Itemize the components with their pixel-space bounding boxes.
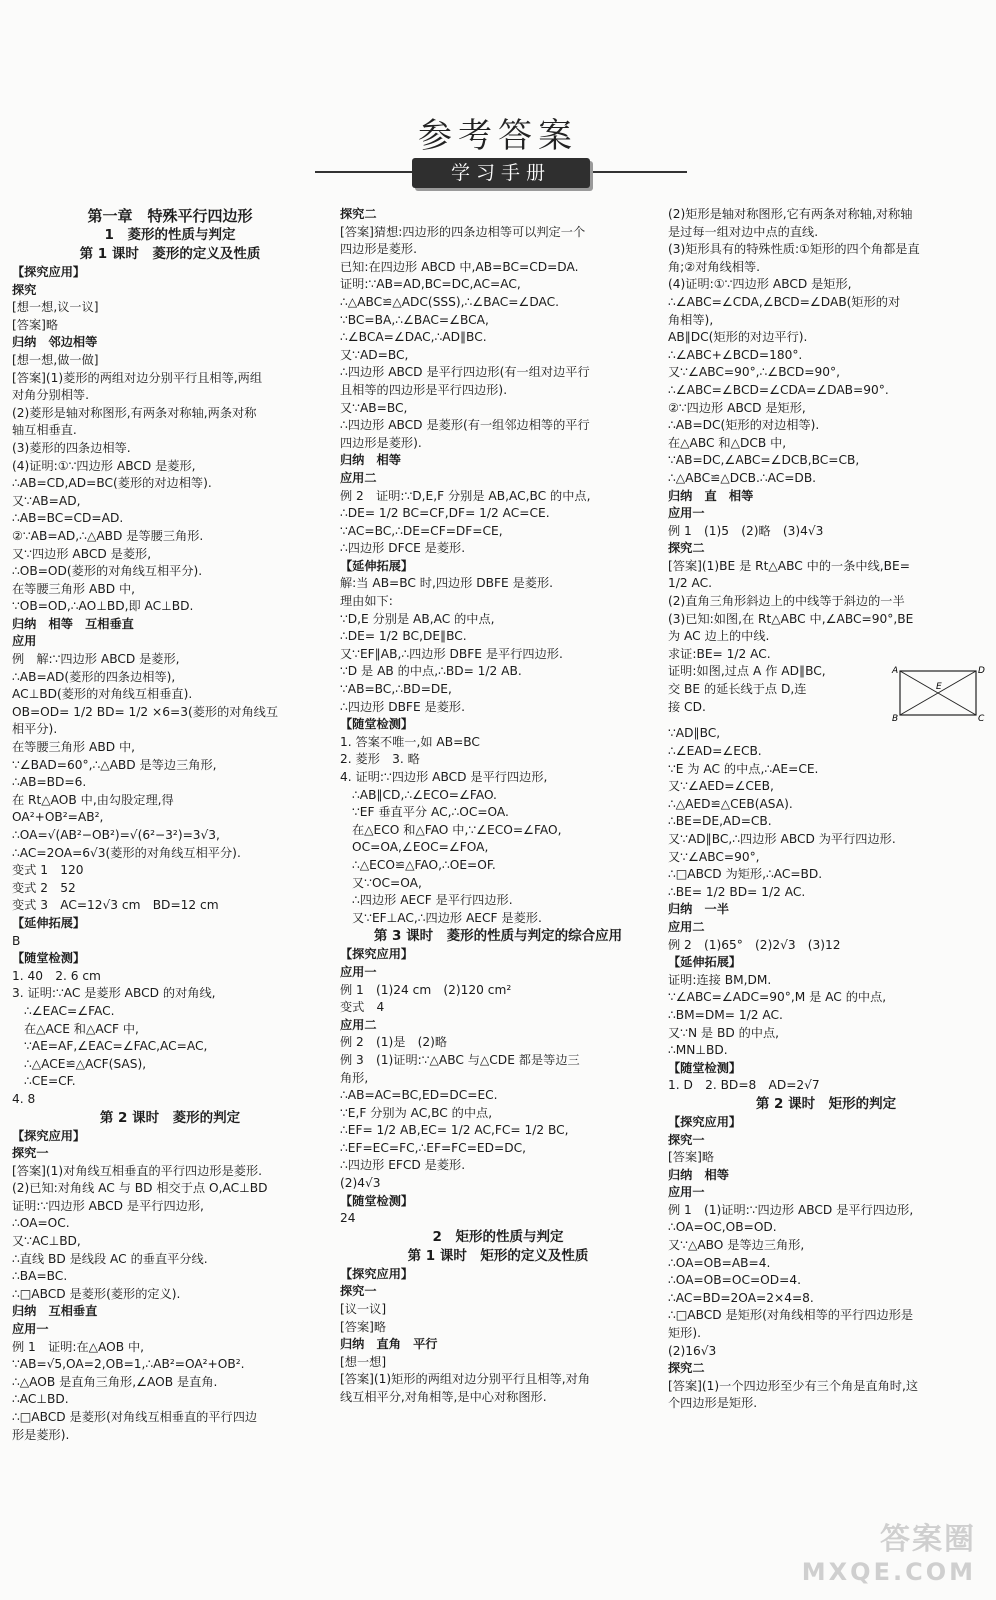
column-1: [12, 206, 328, 1536]
answer-line: 在等腰三角形 ABD 中,: [12, 740, 136, 755]
watermark: [802, 1514, 976, 1586]
answer-line: 在等腰三角形 ABD 中,: [12, 581, 136, 596]
answer-line: ∴∠EAD=∠ECB.: [668, 744, 762, 759]
answer-line: 第 1 课时 菱形的定义及性质: [79, 246, 261, 262]
answer-line: 【探究应用】: [12, 1128, 86, 1143]
answer-line: 矩形).: [668, 1326, 702, 1341]
answer-line: 第 2 课时 矩形的判定: [755, 1095, 897, 1112]
answer-line: 在 Rt△AOB 中,由勾股定理,得: [12, 792, 174, 807]
answer-line: 相平分).: [12, 722, 58, 737]
answer-line: ∴AB=DC(矩形的对边相等).: [668, 418, 820, 433]
answer-line: ∴∠ABC=∠CDA,∠BCD=∠DAB(矩形的对: [668, 294, 901, 309]
answer-line: 变式 2 52: [12, 880, 76, 895]
answer-line: 2 矩形的性质与判定: [432, 1228, 564, 1245]
answer-line: 变式 1 120: [12, 863, 84, 878]
answer-line: 又∵四边形 ABCD 是菱形,: [12, 546, 152, 561]
answer-line: 又∵EF⊥AC,∴四边形 AECF 是菱形.: [352, 910, 542, 925]
answer-line: ∴AB=AC=BC,ED=DC=EC.: [340, 1088, 498, 1103]
answer-line: ∴∠ABC+∠BCD=180°.: [668, 347, 803, 362]
answer-line: ∴四边形 ABCD 是平行四边形(有一组对边平行: [340, 365, 590, 380]
answer-line: ∴四边形 DBFE 是菱形.: [340, 699, 465, 714]
answer-line: 求证:BE= 1/2 AC.: [668, 646, 771, 661]
answer-line: 第 2 课时 菱形的判定: [99, 1109, 241, 1126]
answer-line: [想一想,做一做]: [12, 352, 99, 367]
label-c: C: [978, 714, 985, 725]
answer-line: 探究一: [12, 1146, 49, 1161]
answer-line: ∴EF= 1/2 AB,EC= 1/2 AC,FC= 1/2 BC,: [340, 1123, 569, 1138]
answer-line: ∴直线 BD 是线段 AC 的垂直平分线.: [12, 1251, 208, 1266]
answer-line: ∵E,F 分别为 AC,BC 的中点,: [340, 1105, 493, 1120]
answer-line: 【随堂检测】: [340, 1193, 414, 1208]
answer-line: 且相等的四边形是平行四边形).: [340, 382, 508, 397]
answer-line: 为 AC 边上的中线.: [668, 629, 770, 644]
answer-line: 探究二: [668, 541, 705, 556]
answer-line: ∵EF 垂直平分 AC,∴OC=OA.: [352, 805, 509, 820]
answer-line: ∵AB=√5,OA=2,OB=1,∴AB²=OA²+OB².: [12, 1357, 245, 1372]
answer-line: 应用一: [340, 964, 377, 979]
answer-line: 【延伸拓展】: [12, 915, 86, 930]
answer-line: [答案]略: [12, 317, 59, 332]
answer-line: ∴△ABC≌△DCB.∴AC=DB.: [668, 470, 817, 485]
answer-line: 3. 证明:∵AC 是菱形 ABCD 的对角线,: [12, 986, 216, 1001]
answer-line: 对角分别相等.: [12, 388, 89, 403]
answer-line: 四边形是菱形.: [340, 242, 417, 257]
answer-line: 又∵N 是 BD 的中点,: [668, 1025, 780, 1040]
answer-line: 【延伸拓展】: [668, 955, 742, 970]
answer-line: ∴BE=DE,AD=CB.: [668, 814, 772, 829]
answer-line: ∴四边形 AECF 是平行四边形.: [352, 893, 513, 908]
answer-line: 1. D 2. BD=8 AD=2√7: [668, 1078, 820, 1093]
answer-line: 证明:如图,过点 A 作 AD∥BC,: [668, 664, 826, 679]
answer-line: 又∵AB=BC,: [340, 400, 408, 415]
answer-line: ∴△AOB 是直角三角形,∠AOB 是直角.: [12, 1374, 218, 1389]
answer-line: B: [12, 933, 21, 948]
answer-line: ∴△ACE≌△ACF(SAS),: [24, 1056, 147, 1071]
answer-line: ∴四边形 ABCD 是菱形(有一组邻边相等的平行: [340, 418, 590, 433]
answer-line: 归纳 一半: [668, 902, 729, 917]
answer-line: 例 2 (1)65° (2)2√3 (3)12: [668, 937, 841, 952]
answer-line: 例 1 (1)24 cm (2)120 cm²: [340, 982, 512, 997]
answer-line: 又∵OC=OA,: [352, 875, 422, 890]
answer-line: 【探究应用】: [12, 265, 86, 279]
answer-line: 归纳 互相垂直: [12, 1304, 98, 1319]
answer-line: 解:当 AB=BC 时,四边形 DBFE 是菱形.: [340, 576, 554, 591]
answer-line: ∴AC=2OA=6√3(菱形的对角线互相平分).: [12, 845, 241, 860]
answer-line: 应用一: [668, 506, 705, 521]
answer-line: [答案](1)矩形的两组对边分别平行且相等,对角: [340, 1372, 591, 1387]
answer-line: 例 解:∵四边形 ABCD 是菱形,: [12, 652, 180, 667]
answer-line: 例 1 证明:在△AOB 中,: [12, 1339, 145, 1354]
answer-line: 已知:在四边形 ABCD 中,AB=BC=CD=DA.: [340, 259, 579, 274]
answer-line: 四边形是菱形).: [340, 435, 422, 450]
answer-line: ∵AD∥BC,: [668, 726, 721, 741]
answer-line: 又∵AC⊥BD,: [12, 1234, 81, 1249]
answer-line: [议一议]: [340, 1302, 387, 1317]
answer-line: AB∥DC(矩形的对边平行).: [668, 330, 808, 345]
answer-line: 第 1 课时 矩形的定义及性质: [407, 1247, 589, 1264]
page-title: 参考答案: [418, 116, 578, 156]
answer-line: 角相等),: [668, 312, 714, 327]
answer-line: ∴AB=BC=CD=AD.: [12, 511, 124, 526]
answer-line: 又∵∠AED=∠CEB,: [668, 779, 774, 794]
answer-line: ∴AB=AD(菱形的四条边相等),: [12, 669, 176, 684]
answer-line: 【探究应用】: [340, 1266, 414, 1281]
answer-line: ∴AC⊥BD.: [12, 1392, 69, 1407]
answer-line: ∵AC=BC,∴DE=CF=DF=CE,: [340, 523, 503, 538]
answer-line: (3)矩形具有的特殊性质:①矩形的四个角都是直: [668, 242, 920, 257]
answer-line: 在△ABC 和△DCB 中,: [668, 435, 787, 450]
answer-line: [答案](1)BE 是 Rt△ABC 中的一条中线,BE=: [668, 558, 910, 573]
answer-line: 归纳 直 相等: [668, 488, 754, 503]
answer-line: 又∵△ABO 是等边三角形,: [668, 1238, 805, 1253]
answer-line: 又∵∠ABC=90°,: [668, 849, 760, 864]
answer-line: ∴AC=BD=2OA=2×4=8.: [668, 1290, 814, 1305]
answer-line: 第一章 特殊平行四边形: [87, 207, 253, 225]
answer-line: 4. 8: [12, 1091, 36, 1106]
answer-line: 接 CD.: [668, 699, 706, 714]
answer-line: 【延伸拓展】: [340, 558, 414, 573]
answer-line: ∴BM=DM= 1/2 AC.: [668, 1007, 783, 1022]
column-3: [668, 206, 984, 1536]
answer-line: (4)证明:①∵四边形 ABCD 是菱形,: [12, 458, 196, 473]
answer-line: 【探究应用】: [340, 947, 414, 962]
answer-line: (2)矩形是轴对称图形,它有两条对称轴,对称轴: [668, 207, 913, 221]
answer-line: 变式 3 AC=12√3 cm BD=12 cm: [12, 898, 219, 913]
answer-line: 例 2 (1)是 (2)略: [340, 1035, 448, 1050]
answer-line: 探究二: [340, 207, 377, 221]
answer-line: [答案]略: [668, 1150, 715, 1165]
answer-line: 应用二: [668, 919, 705, 934]
answer-line: 轴互相垂直.: [12, 423, 77, 438]
answer-line: 证明:∵四边形 ABCD 是平行四边形,: [12, 1198, 204, 1213]
answer-line: (4)证明:①∵四边形 ABCD 是矩形,: [668, 277, 852, 292]
answer-line: [答案](1)菱形的两组对边分别平行且相等,两组: [12, 370, 263, 385]
column-2: [340, 206, 656, 1536]
answer-line: ∴EF=EC=FC,∴EF=FC=ED=DC,: [340, 1140, 526, 1155]
answer-line: 又∵AD∥BC,∴四边形 ABCD 为平行四边形.: [668, 832, 896, 846]
answer-line: (2)4√3: [340, 1176, 381, 1191]
answer-line: ∴OA=√(AB²−OB²)=√(6²−3²)=3√3,: [12, 828, 220, 842]
answer-line: ∵BC=BA,∴∠BAC=∠BCA,: [340, 312, 489, 327]
answer-line: 又∵AD=BC,: [340, 347, 409, 362]
answer-line: ∴∠EAC=∠FAC.: [24, 1003, 115, 1018]
answer-line: ②∵AB=AD,∴△ABD 是等腰三角形.: [12, 528, 204, 543]
label-e: E: [936, 682, 942, 693]
answer-line: (2)已知:对角线 AC 与 BD 相交于点 O,AC⊥BD: [12, 1181, 268, 1196]
answer-line: 归纳 相等: [340, 453, 401, 468]
answer-line: ∴△ABC≌△ADC(SSS),∴∠BAC=∠DAC.: [340, 294, 560, 309]
answer-line: ∴OA=OC,OB=OD.: [668, 1220, 777, 1235]
answer-line: 在△ACE 和△ACF 中,: [24, 1021, 139, 1036]
answer-line: 应用一: [12, 1322, 49, 1337]
answer-line: ∴□ABCD 是菱形(菱形的定义).: [12, 1286, 181, 1301]
label-a: A: [892, 666, 899, 677]
answer-line: 1. 40 2. 6 cm: [12, 968, 101, 983]
answer-line: 在△ECO 和△FAO 中,∵∠ECO=∠FAO,: [352, 822, 562, 837]
answer-line: ∴□ABCD 为矩形,∴AC=BD.: [668, 867, 823, 882]
answer-line: (3)菱形的四条边相等.: [12, 440, 131, 455]
answer-line: 个四边形是矩形.: [668, 1396, 758, 1411]
answer-line: ∴四边形 EFCD 是菱形.: [340, 1158, 466, 1173]
answer-line: ∴MN⊥BD.: [668, 1043, 728, 1058]
answer-line: ∴△ECO≌△FAO,∴OE=OF.: [352, 857, 496, 872]
answer-line: AC⊥BD(菱形的对角线互相垂直).: [12, 687, 193, 702]
answer-line: ∴∠ABC=∠BCD=∠CDA=∠DAB=90°.: [668, 382, 889, 397]
watermark-bottom: MXQE.COM: [801, 1558, 976, 1586]
answer-line: 例 2 证明:∵D,E,F 分别是 AB,AC,BC 的中点,: [340, 488, 591, 503]
answer-line: 理由如下:: [340, 594, 393, 609]
answer-line: ∵AB=DC,∠ABC=∠DCB,BC=CB,: [668, 453, 860, 468]
answer-line: [答案](1)对角线互相垂直的平行四边形是菱形.: [12, 1163, 263, 1178]
answer-line: [答案](1)一个四边形至少有三个角是直角时,这: [668, 1378, 919, 1393]
answer-line: 证明:∵AB=AD,BC=DC,AC=AC,: [340, 277, 521, 292]
answer-line: 1/2 AC.: [668, 576, 712, 591]
rectangle-diagram: [892, 665, 984, 723]
answer-line: OB=OD= 1/2 BD= 1/2 ×6=3(菱形的对角线互: [12, 704, 279, 719]
answer-line: ∴OA=OB=AB=4.: [668, 1255, 771, 1270]
answer-line: 探究二: [668, 1361, 705, 1376]
answer-line: 线互相平分,对角相等,是中心对称图形.: [340, 1390, 547, 1404]
label-d: D: [978, 666, 985, 677]
answer-line: 交 BE 的延长线于点 D,连: [668, 682, 807, 697]
answer-line: ∴∠BCA=∠DAC,∴AD∥BC.: [340, 330, 487, 345]
answer-line: ∵OB=OD,∴AO⊥BD,即 AC⊥BD.: [12, 599, 194, 614]
answer-line: 应用一: [668, 1185, 705, 1200]
answer-line: (2)直角三角形斜边上的中线等于斜边的一半: [668, 594, 905, 609]
answer-line: 第 3 课时 菱形的性质与判定的综合应用: [373, 928, 623, 945]
answer-line: ∴□ABCD 是菱形(对角线互相垂直的平行四边: [12, 1410, 258, 1424]
answer-line: ∴BA=BC.: [12, 1269, 68, 1284]
answer-line: 又∵AB=AD,: [12, 493, 81, 508]
answer-line: 应用: [12, 634, 37, 649]
answer-line: 例 3 (1)证明:∵△ABC 与△CDE 都是等边三: [340, 1052, 580, 1067]
answer-line: ∴OA=OB=OC=OD=4.: [668, 1273, 801, 1288]
column-3-top: [668, 206, 984, 663]
answer-line: ∵∠ABC=∠ADC=90°,M 是 AC 的中点,: [668, 990, 887, 1005]
answer-line: 归纳 相等 互相垂直: [12, 616, 134, 631]
answer-line: 角;②对角线相等.: [668, 259, 761, 274]
answer-line: 又∵EF∥AB,∴四边形 DBFE 是平行四边形.: [340, 646, 563, 661]
answer-line: (2)菱形是轴对称图形,有两条对称轴,两条对称: [12, 405, 257, 420]
answer-line: ∴AB=BD=6.: [12, 775, 87, 790]
answer-line: 应用二: [340, 470, 377, 485]
answer-line: ∴□ABCD 是矩形(对角线相等的平行四边形是: [668, 1308, 914, 1323]
answer-line: ∴OB=OD(菱形的对角线互相平分).: [12, 564, 203, 579]
answer-line: ∴DE= 1/2 BC=CF,DF= 1/2 AC=CE.: [340, 506, 550, 521]
answer-line: 【随堂检测】: [668, 1060, 742, 1075]
answer-line: 归纳 邻边相等: [12, 335, 98, 350]
answer-line: 1 菱形的性质与判定: [104, 227, 236, 243]
answer-columns: [12, 206, 984, 1536]
answer-line: 角形,: [340, 1070, 369, 1085]
answer-line: 变式 4: [340, 1000, 385, 1015]
answer-line: ∴AB=CD,AD=BC(菱形的对边相等).: [12, 476, 212, 491]
answer-line: ∵E 为 AC 的中点,∴AE=CE.: [668, 761, 819, 776]
answer-line: [答案]猜想:四边形的四条边相等可以判定一个: [340, 224, 586, 239]
answer-line: 例 1 (1)证明:∵四边形 ABCD 是平行四边形,: [668, 1202, 914, 1217]
answer-line: 是过每一组对边中点的直线.: [668, 224, 819, 239]
answer-line: 形是菱形).: [12, 1427, 70, 1442]
answer-line: 又∵∠ABC=90°,∴∠BCD=90°,: [668, 365, 840, 380]
answer-line: ∴DE= 1/2 BC,DE∥BC.: [340, 629, 467, 644]
answer-line: ∴CE=CF.: [24, 1074, 76, 1089]
answer-line: 归纳 直角 平行: [340, 1337, 438, 1352]
answer-line: ∵D,E 分别是 AB,AC 的中点,: [340, 611, 495, 626]
watermark-top: 答案圈: [880, 1522, 976, 1557]
answer-line: OA²+OB²=AB²,: [12, 810, 104, 825]
answer-line: 2. 菱形 3. 略: [340, 752, 420, 767]
answer-line: 探究一: [668, 1132, 705, 1147]
answer-line: 4. 证明:∵四边形 ABCD 是平行四边形,: [340, 770, 548, 784]
answer-line: (2)16√3: [668, 1343, 717, 1358]
answer-line: [想一想,议一议]: [12, 300, 99, 315]
answer-line: 应用二: [340, 1017, 377, 1032]
answer-line: [想一想]: [340, 1354, 387, 1369]
answer-line: 【探究应用】: [668, 1114, 742, 1129]
answer-line: 证明:连接 BM,DM.: [668, 972, 772, 987]
answer-line: ∴BE= 1/2 BD= 1/2 AC.: [668, 884, 806, 899]
answer-line: [答案]略: [340, 1319, 387, 1334]
answer-line: ∵AE=AF,∠EAC=∠FAC,AC=AC,: [24, 1039, 208, 1054]
answer-line: 例 1 (1)5 (2)略 (3)4√3: [668, 523, 824, 538]
answer-line: ∴OA=OC.: [12, 1216, 70, 1231]
answer-line: ∴四边形 DFCE 是菱形.: [340, 541, 466, 556]
answer-line: 【随堂检测】: [340, 717, 414, 732]
column-3-bottom: [668, 725, 984, 1413]
answer-line: OC=OA,∠EOC=∠FOA,: [352, 840, 489, 855]
answer-line: ∵D 是 AB 的中点,∴BD= 1/2 AB.: [340, 664, 522, 679]
answer-line: 1. 答案不唯一,如 AB=BC: [340, 734, 480, 749]
answer-line: 归纳 相等: [668, 1167, 729, 1182]
answer-line: ∴△AED≌△CEB(ASA).: [668, 796, 793, 811]
answer-line: 探究: [12, 282, 37, 297]
label-b: B: [892, 714, 899, 725]
answer-line: ∴AB∥CD,∴∠ECO=∠FAO.: [352, 787, 497, 802]
answer-line: (3)已知:如图,在 Rt△ABC 中,∠ABC=90°,BE: [668, 611, 914, 626]
answer-line: ∵∠BAD=60°,∴△ABD 是等边三角形,: [12, 757, 217, 772]
answer-line: 24: [340, 1211, 356, 1226]
answer-line: 【随堂检测】: [12, 951, 86, 966]
answer-line: ∵AB=BC,∴BD=DE,: [340, 682, 452, 697]
section-banner: 学习手册: [412, 158, 590, 188]
answer-line: ②∵四边形 ABCD 是矩形,: [668, 400, 806, 415]
answer-line: 探究一: [340, 1284, 377, 1299]
